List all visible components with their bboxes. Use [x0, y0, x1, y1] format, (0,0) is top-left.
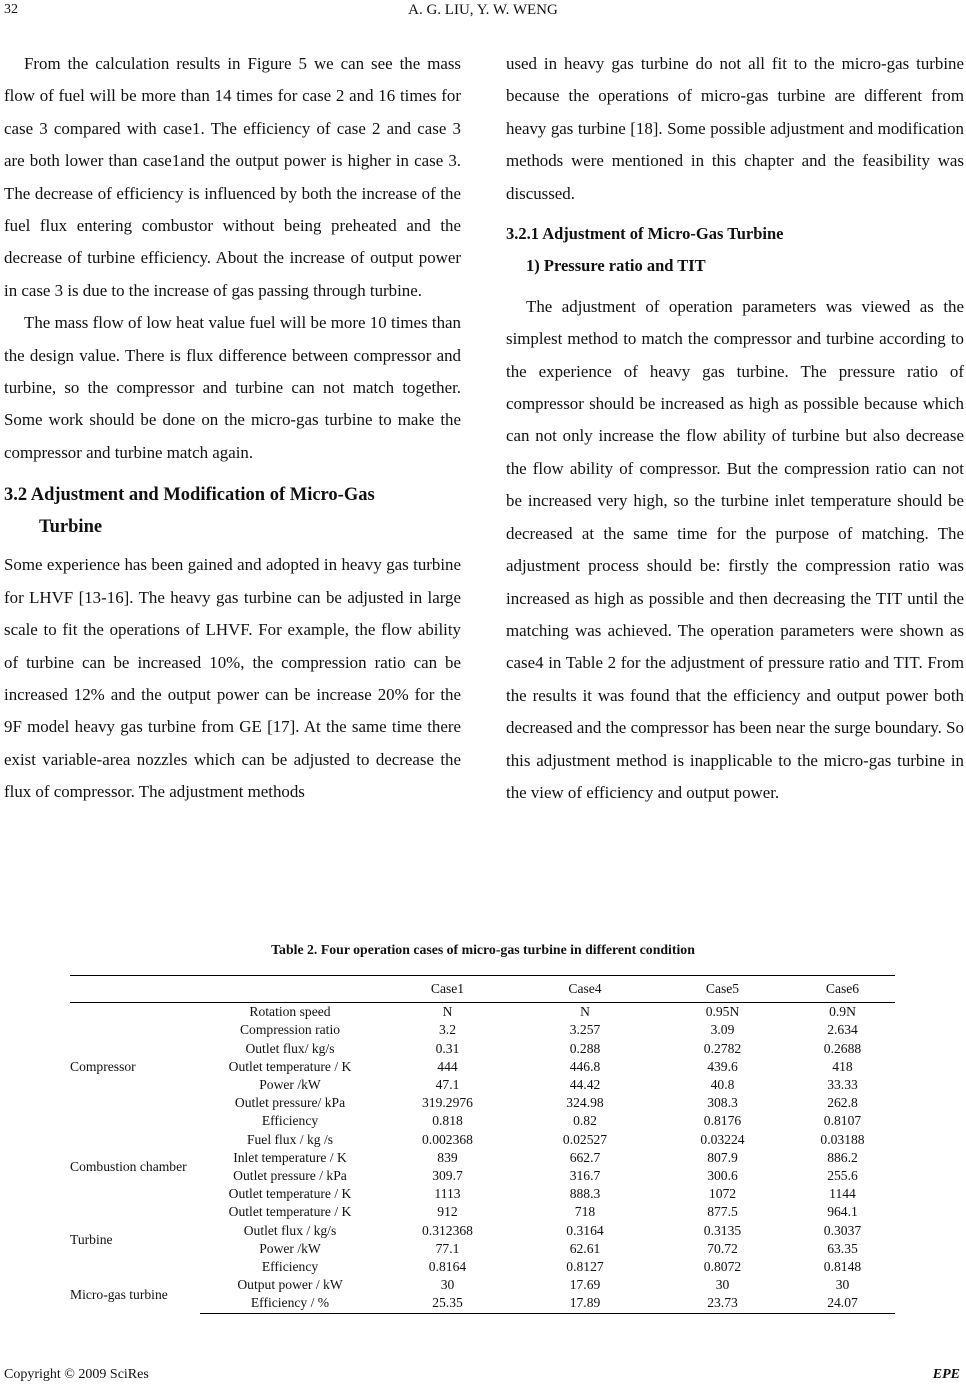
table-cell: 0.3164	[566, 1222, 604, 1238]
table-cell: 444	[437, 1058, 458, 1074]
parameter-label: Efficiency	[261, 1113, 319, 1129]
table-cell: 0.82	[573, 1113, 597, 1129]
table-row	[70, 1203, 895, 1221]
paragraph: The mass flow of low heat value fuel will be more 10 times than the design value. There is flux difference between compressor and turbine, so the compressor and turbine can not match together. Some work should be done on the micro-gas turbine to make the compressor and turbine match again.	[4, 313, 461, 462]
table-cell: 62.61	[569, 1240, 601, 1256]
table-cell: 25.35	[380, 1294, 515, 1313]
table-cell: 47.1	[435, 1077, 460, 1093]
table-cell: 439.6	[707, 1058, 738, 1074]
table-cell: 319.2976	[422, 1095, 473, 1111]
table-cell: 30	[715, 1277, 730, 1293]
table-cell: 30	[440, 1277, 455, 1293]
paragraph: used in heavy gas turbine do not all fit to the micro-gas turbine because the operations of micro-gas turbine are different from heavy gas turbine [18]. Some possible adjustment and modification methods were mentioned in this chapter and the feasibility was discussed.	[506, 54, 964, 203]
table-cell: 63.35	[827, 1240, 858, 1256]
section-heading-line: Turbine	[39, 517, 103, 538]
table-cell: 17.89	[515, 1294, 655, 1313]
table-cell: 718	[574, 1204, 596, 1220]
parameter-label: Power /kW	[259, 1077, 321, 1093]
copyright-notice: Copyright © 2009 SciRes	[4, 1367, 149, 1382]
data-table	[70, 975, 895, 1314]
journal-abbrev: EPE	[932, 1367, 960, 1382]
table-cell: 0.8127	[566, 1259, 604, 1275]
table-cell: 0.03224	[700, 1131, 745, 1147]
table-cell: 308.3	[707, 1095, 738, 1111]
table-cell: 23.73	[655, 1294, 790, 1313]
parameter-label: Outlet temperature / K	[228, 1204, 352, 1220]
table-cell: 418	[832, 1058, 853, 1074]
right-column	[506, 48, 964, 809]
table-cell: 44.42	[569, 1077, 601, 1093]
table-cell: 2.634	[827, 1022, 858, 1038]
table-cell: 877.5	[707, 1204, 738, 1220]
row-group-label: Combustion chamber	[70, 1158, 187, 1174]
table-cell: 0.8072	[703, 1259, 742, 1275]
table-cell: 0.9N	[829, 1004, 856, 1020]
row-group-label: Micro-gas turbine	[70, 1286, 168, 1302]
table-cell: 324.98	[566, 1095, 604, 1111]
table-cell: 1113	[434, 1186, 461, 1202]
row-group-label: Turbine	[70, 1231, 113, 1247]
table-cell: N	[580, 1004, 590, 1020]
table-cell: 0.8107	[823, 1113, 862, 1129]
parameter-label: Outlet pressure/ kPa	[234, 1095, 346, 1111]
column-header: Case1	[380, 975, 515, 1003]
table-cell: 70.72	[707, 1240, 738, 1256]
table-cell: 0.02527	[562, 1131, 608, 1147]
table-caption: Table 2. Four operation cases of micro-gas turbine in different condition	[271, 942, 695, 957]
parameter-label: Efficiency / %	[200, 1294, 380, 1313]
table-cell: 255.6	[827, 1168, 858, 1184]
table-cell: 964.1	[827, 1204, 858, 1220]
table-cell: N	[442, 1004, 453, 1020]
table-cell: 886.2	[827, 1149, 858, 1165]
table-cell: 839	[437, 1149, 458, 1165]
section-heading-line: 3.2 Adjustment and Modification of Micro-Gas	[4, 485, 375, 506]
table-cell: 807.9	[707, 1149, 738, 1165]
table-cell: 0.8164	[428, 1259, 467, 1275]
parameter-label: Outlet flux / kg/s	[243, 1222, 337, 1238]
column-header	[200, 975, 380, 1003]
table-cell: 0.31	[435, 1040, 460, 1056]
paragraph: The adjustment of operation parameters was viewed as the simplest method to match the compressor and turbine according to the experience of heavy gas turbine. The pressure ratio of compressor should be increased as high as possible because which can not only increase the flow ability of turbine but also decrease the flow ability of compressor. But the compression ratio can not be increased very high, so the turbine inlet temperature should be decreased at the same time for the purpose of matching. The adjustment process should be: firstly the compression ratio was increased as high as possible and then decreasing the TIT until the matching was achieved. The operation parameters were shown as case4 in Table 2 for the adjustment of pressure ratio and TIT. From the results it was found that the efficiency and output power both decreased and the compressor has been near the surge boundary. So this adjustment method is inapplicable to the micro-gas turbine in the view of efficiency and output power.	[506, 296, 964, 802]
table-cell: 300.6	[707, 1168, 738, 1184]
running-header: A. G. LIU, Y. W. WENG	[408, 2, 558, 18]
parameter-label: Fuel flux / kg /s	[246, 1131, 334, 1147]
section-heading	[4, 479, 461, 543]
paragraph: From the calculation results in Figure 5 we can see the mass flow of fuel will be more than 14 times for case 2 and 16 times for case 3 compared with case1. The efficiency of case 2 and case 3 are both lower than case1and the output power is higher in case 3. The decrease of efficiency is influenced by both the increase of the fuel flux entering combustor without being preheated and the decrease of turbine efficiency. About the increase of output power in case 3 is due to the increase of gas passing through turbine.	[4, 54, 461, 300]
table-cell: 24.07	[790, 1294, 895, 1313]
table-cell: 0.818	[432, 1113, 463, 1129]
parameter-label: Outlet flux/ kg/s	[245, 1040, 335, 1056]
parameter-label: Outlet temperature / K	[228, 1186, 352, 1202]
table-cell: 33.33	[827, 1077, 858, 1093]
table-cell: 40.8	[710, 1077, 735, 1093]
column-header: Case4	[515, 975, 655, 1003]
table-cell: 30	[835, 1277, 850, 1293]
table-cell: 1144	[829, 1186, 856, 1202]
table-cell: 309.7	[432, 1168, 463, 1184]
parameter-label: Compression ratio	[239, 1022, 341, 1038]
subsubsection-heading: 1) Pressure ratio and TIT	[526, 256, 706, 276]
table-cell: 316.7	[569, 1168, 601, 1184]
table-row	[70, 1131, 895, 1149]
table-cell: 0.8176	[703, 1113, 742, 1129]
table-row	[70, 1276, 895, 1294]
table-cell: 0.002368	[422, 1131, 473, 1147]
table-cell: 662.7	[569, 1149, 601, 1165]
table-cell: 0.2782	[703, 1040, 742, 1056]
table-cell: 888.3	[569, 1186, 601, 1202]
table-header-row	[70, 975, 895, 1003]
subsection-heading: 3.2.1 Adjustment of Micro-Gas Turbine	[506, 224, 784, 244]
parameter-label: Output power / kW	[237, 1277, 343, 1293]
column-header: Case6	[790, 975, 895, 1003]
parameter-label: Efficiency	[261, 1259, 319, 1275]
page-number: 32	[4, 2, 18, 17]
column-header: Case5	[655, 975, 790, 1003]
row-group-label: Compressor	[70, 1058, 136, 1074]
table-cell: 3.09	[710, 1022, 735, 1038]
parameter-label: Outlet temperature / K	[228, 1058, 352, 1074]
parameter-label: Inlet temperature / K	[233, 1149, 347, 1165]
paragraph: Some experience has been gained and adopted in heavy gas turbine for LHVF [13-16]. The heavy gas turbine can be adjusted in large scale to fit the operations of LHVF. For example, the flow ability of turbine can be increased 10%, the compression ratio can be increased 12% and the output power can be increase 20% for the 9F model heavy gas turbine from GE [17]. At the same time there exist variable-area nozzles which can be adjusted to decrease the flux of compressor. The adjustment methods	[4, 555, 461, 802]
table-cell: 0.95N	[705, 1004, 740, 1020]
left-column	[4, 48, 461, 809]
table-cell: 0.3135	[703, 1222, 742, 1238]
table-cell: 0.8148	[823, 1259, 862, 1275]
table-cell: 0.312368	[422, 1222, 473, 1238]
table-cell: 0.3037	[823, 1222, 862, 1238]
parameter-label: Outlet pressure / kPa	[233, 1168, 347, 1184]
parameter-label: Power /kW	[259, 1240, 321, 1256]
table-cell: 0.288	[569, 1040, 601, 1056]
parameter-label: Rotation speed	[249, 1004, 331, 1020]
table-cell: 77.1	[435, 1240, 460, 1256]
table-cell: 912	[437, 1204, 458, 1220]
table-cell: 1072	[708, 1186, 737, 1202]
table-cell: 446.8	[569, 1058, 601, 1074]
table-cell: 262.8	[827, 1095, 858, 1111]
column-header	[70, 975, 200, 1003]
table-cell: 3.257	[569, 1022, 601, 1038]
table-cell: 17.69	[569, 1277, 601, 1293]
table-cell: 0.2688	[823, 1040, 862, 1056]
table-row	[70, 1003, 895, 1021]
table-cell: 3.2	[439, 1022, 456, 1038]
table-cell: 0.03188	[820, 1131, 865, 1147]
